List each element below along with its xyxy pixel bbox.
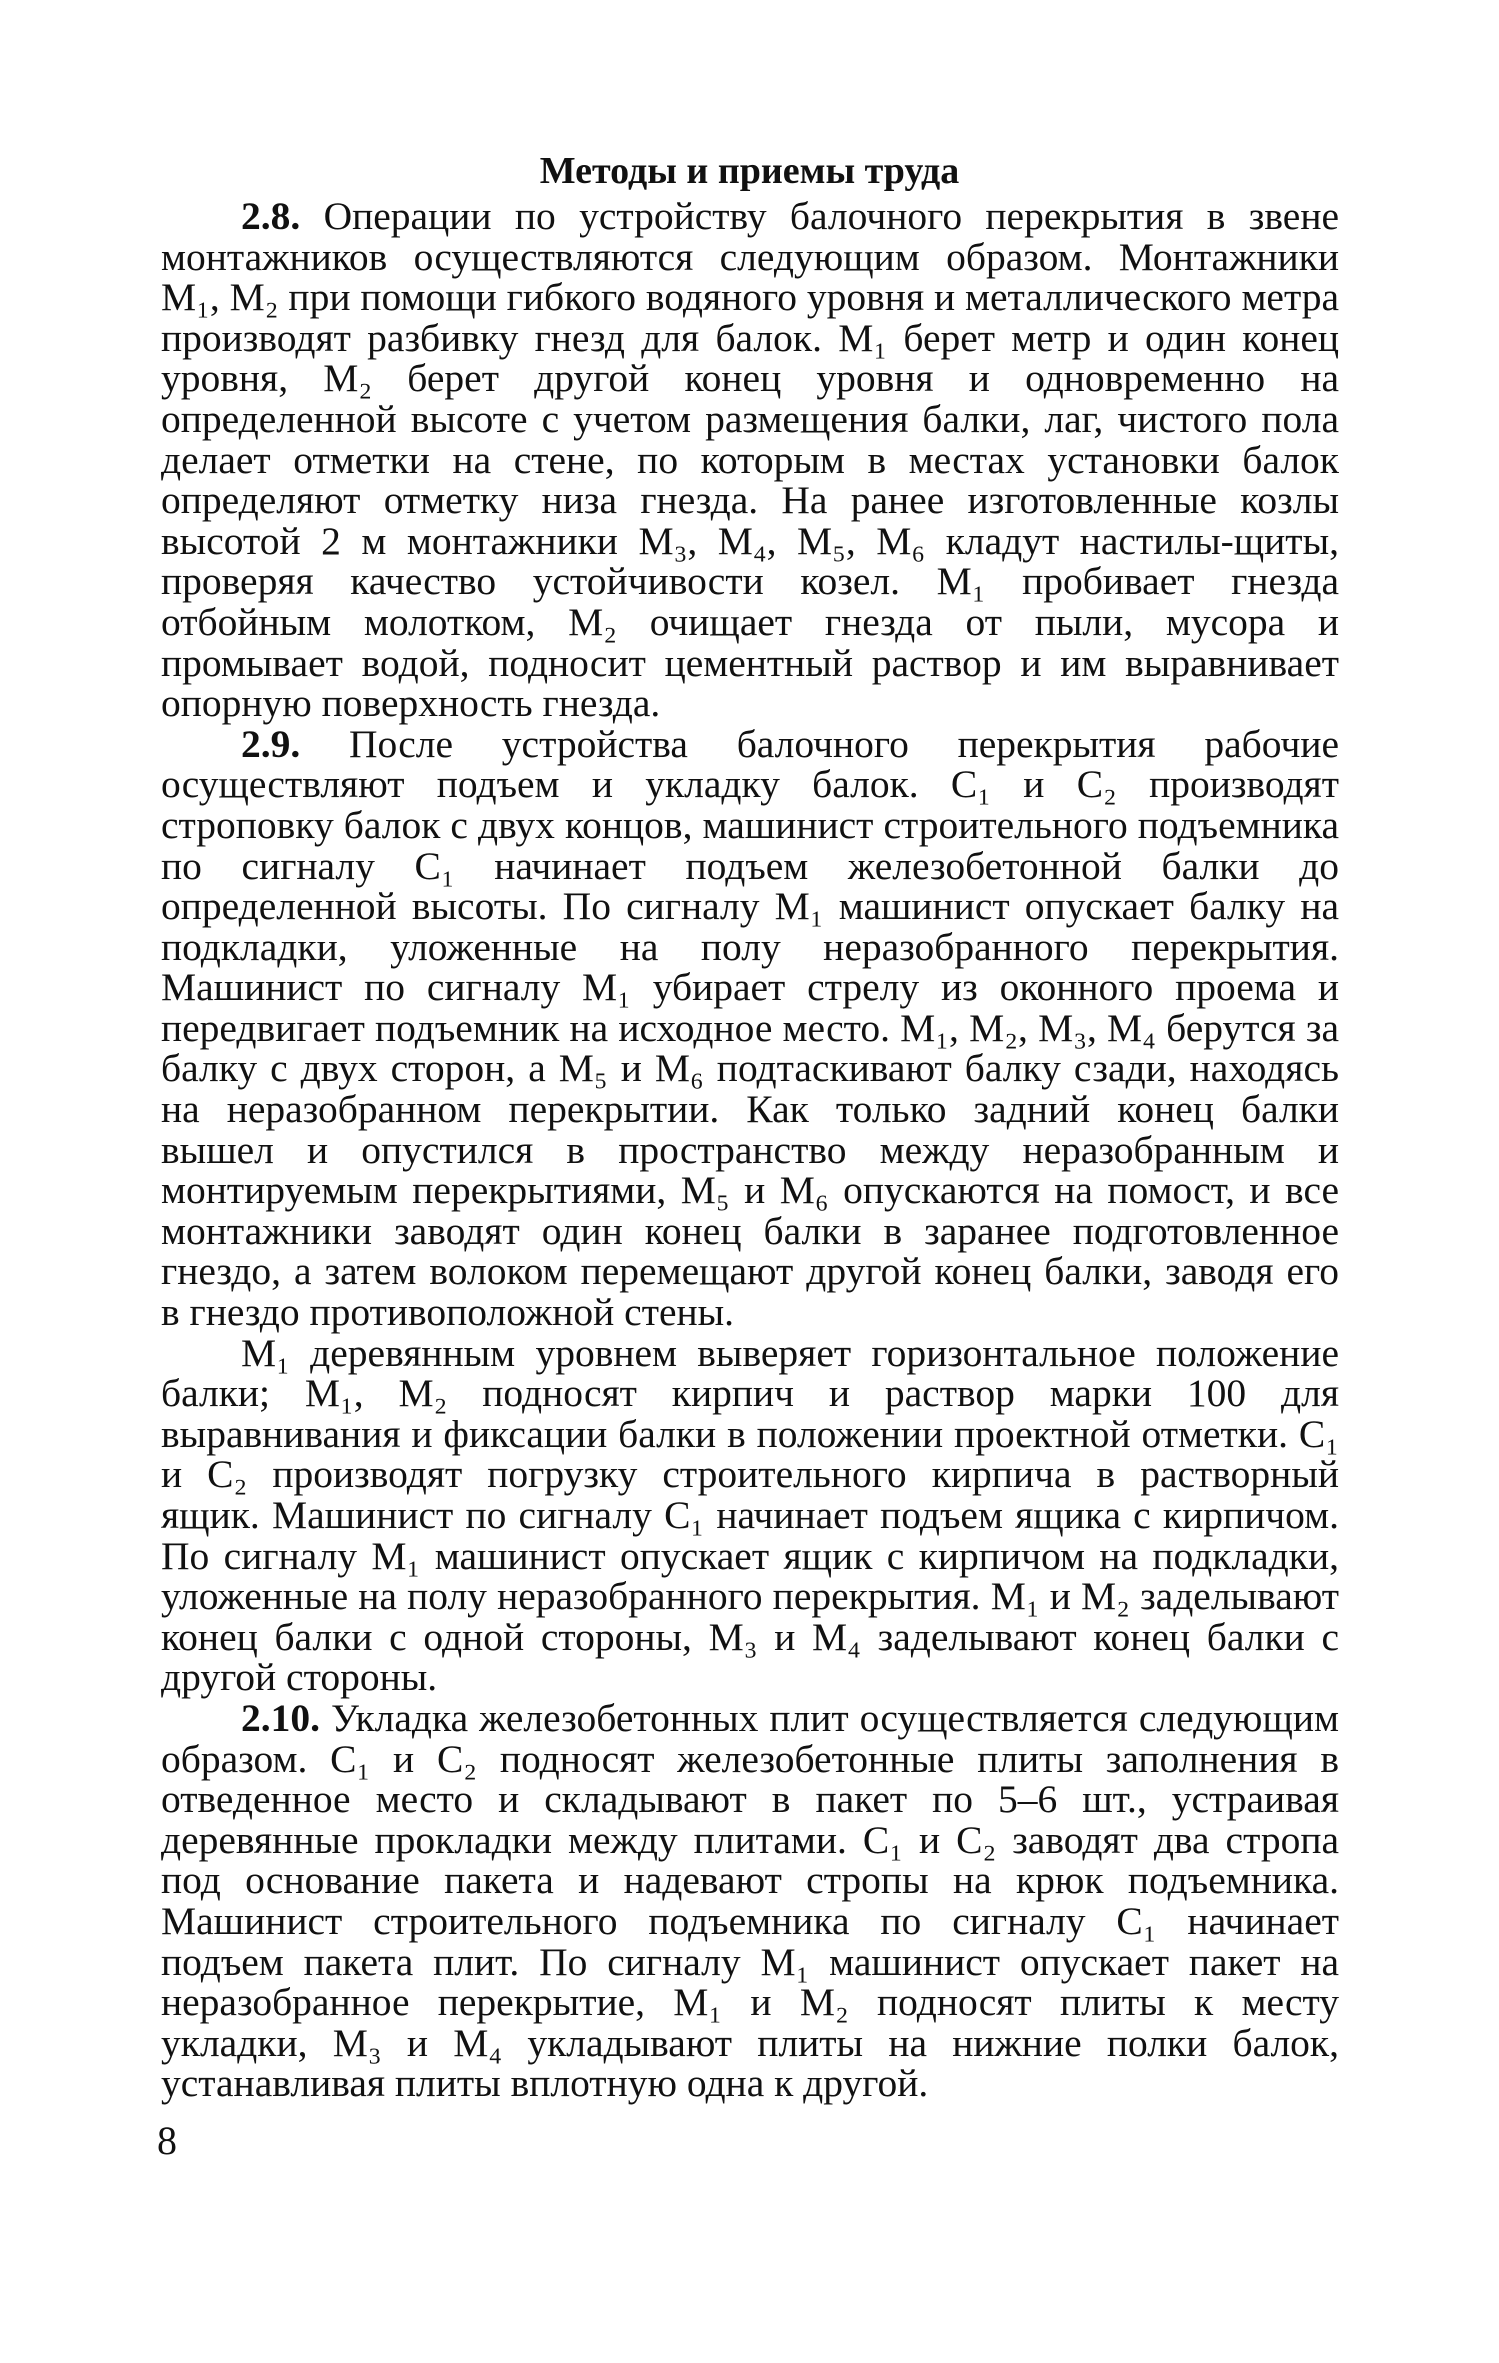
paragraph-2-9 — [161, 721, 1339, 1335]
paragraph-text: Укладка железобетонных плит осуществляется следующим образом. С₁ и С₂ подносят железобетонные плиты заполнения в отведенное место и складывают в пакет по 5–6 шт., устраивая деревянные прокладки между плитами. С₁ и С₂ заводят два стропа под основание пакета и надевают стропы на крюк подъемника. Машинист строительного подъемника по сигналу С₁ начинает подъем пакета плит. По сигналу М₁ машинист опускает пакет на неразобранное перекрытие, М₁ и М₂ подносят плиты к месту укладки, М₃ и М₄ укладывают плиты на нижние полки балок, устанавливая плиты вплотную одна к другой. — [161, 1695, 1339, 2106]
paragraph-text: После устройства балочного перекрытия рабочие осуществляют подъем и укладку балок. С₁ и С₂ производят строповку балок с двух концов, машинист строительного подъемника по сигналу С₁ начинает подъем железобетонной балки до определенной высоты. По сигналу М₁ машинист опускает балку на подкладки, уложенные на полу неразобранного перекрытия. Машинист по сигналу М₁ убирает стрелу из оконного проема и передвигает подъемник на исходное место. М₁, М₂, М₃, М₄ берутся за балку с двух сторон, а М₅ и М₆ подтаскивают балку сзади, находясь на неразобранном перекрытии. Как только задний конец балки вышел и опустился в пространство между неразобранным и монтируемым перекрытиями, М₅ и М₆ опускаются на помост, и все монтажники заводят один конец балки в заранее подготовленное гнездо, а затем волоком перемещают другой конец балки, заводя его в гнездо противоположной стены. — [161, 721, 1339, 1335]
paragraph-2-9-continued — [161, 1330, 1339, 1700]
paragraph-text: Операции по устройству балочного перекрытия в звене монтажников осуществляются следующим образом. Монтажники М₁, М₂ при помощи гибкого водяного уровня и металлического метра производят разбивку гнезд для балок. М₁ берет метр и один конец уровня, М₂ берет другой конец уровня и одновременно на определенной высоте с учетом размещения балки, лаг, чистого пола делает отметки на стене, по которым в местах установки балок определяют отметку низа гнезда. На ранее изготовленные козлы высотой 2 м монтажники М₃, М₄, М₅, М₆ кладут настилы-щиты, проверяя качество устойчивости козел. М₁ пробивает гнезда отбойным молотком, М₂ очищает гнезда от пыли, мусора и промывает водой, подносит цементный раствор и им выравнивает опорную поверхность гнезда. — [161, 194, 1339, 726]
body-text — [161, 196, 1339, 2104]
paragraph-number: 2.10. — [241, 1695, 320, 1740]
paragraph-number: 2.9. — [241, 721, 301, 766]
paragraph-number: 2.8. — [241, 194, 301, 238]
page-number: 8 — [157, 2118, 177, 2163]
paragraph-2-8 — [161, 196, 1339, 724]
paragraph-2-10 — [161, 1695, 1339, 2106]
section-heading: Методы и приемы труда — [539, 150, 960, 192]
paragraph-text: М₁ деревянным уровнем выверяет горизонтальное положение балки; М₁, М₂ подносят кирпич и раствор марки 100 для выравнивания и фиксации балки в положении проектной отметки. С₁ и С₂ производят погрузку строительного кирпича в растворный ящик. Машинист по сигналу С₁ начинает подъем ящика с кирпичом. По сигналу М₁ машинист опускает ящик с кирпичом на подкладки, уложенные на полу неразобранного перекрытия. М₁ и М₂ заделывают конец балки с одной стороны, М₃ и М₄ заделывают конец балки с другой стороны. — [161, 1330, 1339, 1700]
